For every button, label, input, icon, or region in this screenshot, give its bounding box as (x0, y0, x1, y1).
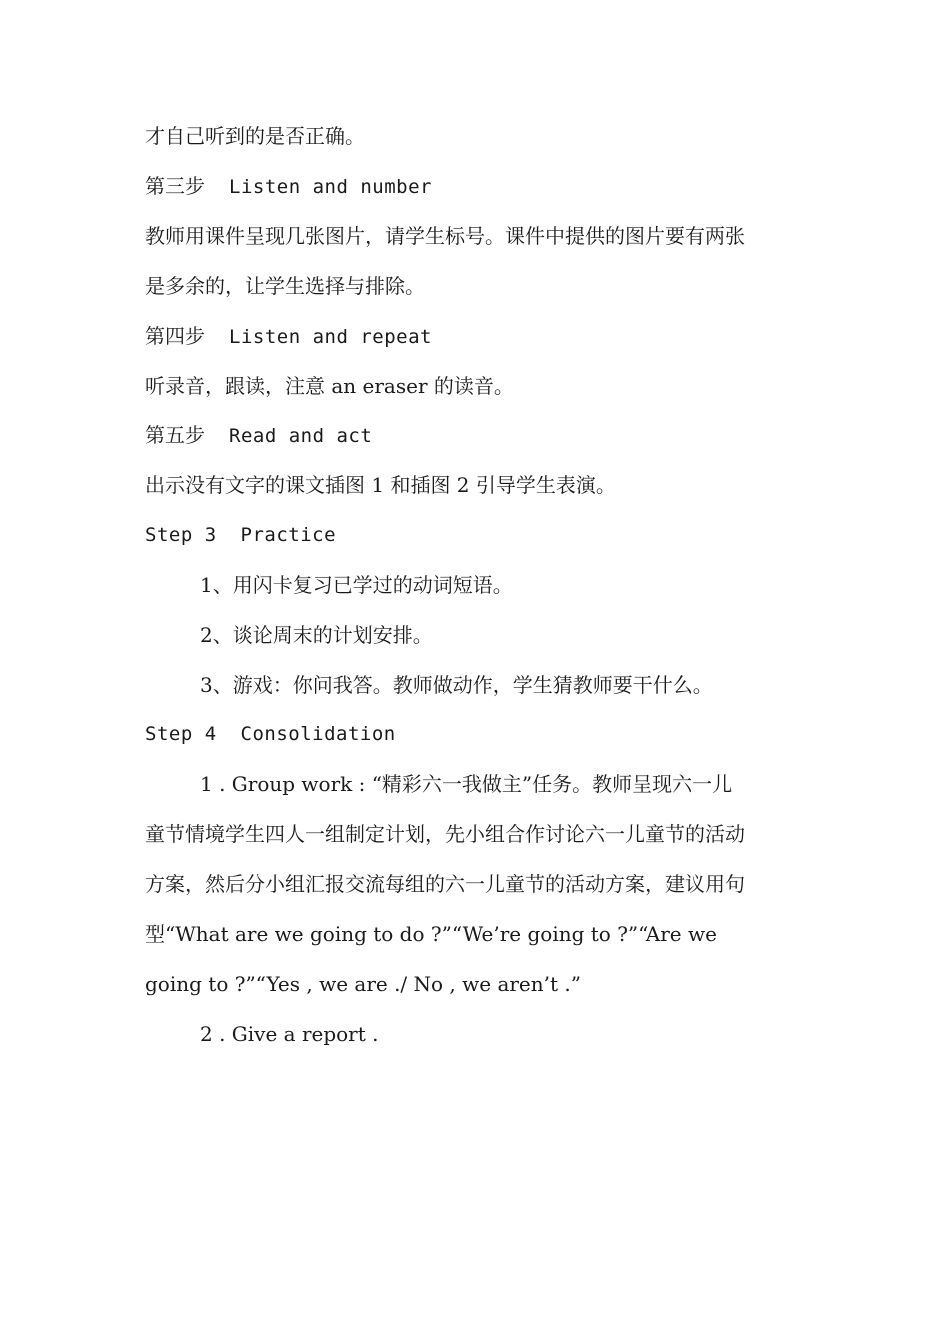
paragraph-text: going to ?”“Yes , we are ./ No , we aren’t .” (145, 972, 581, 996)
text-line (145, 123, 810, 149)
section-heading-step-four (145, 323, 810, 350)
step-title: Consolidation (240, 723, 396, 745)
heading-label: 第三步 (145, 174, 205, 198)
heading-title: Read and act (229, 425, 373, 447)
paragraph-line (200, 771, 810, 797)
list-item (200, 572, 810, 598)
line-text: 听录音，跟读，注意 an eraser 的读音。 (145, 374, 514, 398)
paragraph-line (145, 821, 810, 847)
text-line (145, 373, 810, 399)
paragraph-text: 方案，然后分小组汇报交流每组的六一儿童节的活动方案，建议用句 (145, 872, 745, 896)
list-item-text: 1、用闪卡复习已学过的动词短语。 (200, 573, 513, 597)
section-heading-step-three (145, 173, 810, 200)
list-item-text: 2 . Give a report . (200, 1022, 379, 1046)
step-title: Practice (240, 524, 337, 546)
list-item (200, 622, 810, 648)
list-item (200, 1021, 810, 1047)
paragraph-line (145, 921, 810, 947)
paragraph-line (145, 971, 810, 997)
heading-title: Listen and repeat (229, 326, 432, 348)
line-text: 教师用课件呈现几张图片，请学生标号。课件中提供的图片要有两张 (145, 224, 745, 248)
text-line (145, 472, 810, 498)
paragraph-text: 型“What are we going to do ?”“We’re going to ?”“Are we (145, 922, 717, 946)
text-line (145, 223, 810, 249)
text-line (145, 273, 810, 299)
line-text: 是多余的，让学生选择与排除。 (145, 274, 425, 298)
heading-title: Listen and number (229, 176, 432, 198)
line-text: 出示没有文字的课文插图 1 和插图 2 引导学生表演。 (145, 473, 616, 497)
step-label: Step 3 (145, 524, 217, 546)
paragraph-text: 1 . Group work : “精彩六一我做主”任务。教师呈现六一儿 (200, 772, 733, 796)
step-label: Step 4 (145, 723, 217, 745)
line-text: 才自己听到的是否正确。 (145, 124, 365, 148)
list-item-text: 3、游戏：你问我答。教师做动作，学生猜教师要干什么。 (200, 673, 713, 697)
paragraph-text: 童节情境学生四人一组制定计划，先小组合作讨论六一儿童节的活动 (145, 822, 745, 846)
step-heading-practice (145, 522, 810, 548)
list-item-text: 2、谈论周末的计划安排。 (200, 623, 433, 647)
paragraph-line (145, 871, 810, 897)
heading-label: 第五步 (145, 423, 205, 447)
heading-label: 第四步 (145, 324, 205, 348)
list-item (200, 672, 810, 698)
section-heading-step-five (145, 422, 810, 449)
step-heading-consolidation (145, 721, 810, 747)
